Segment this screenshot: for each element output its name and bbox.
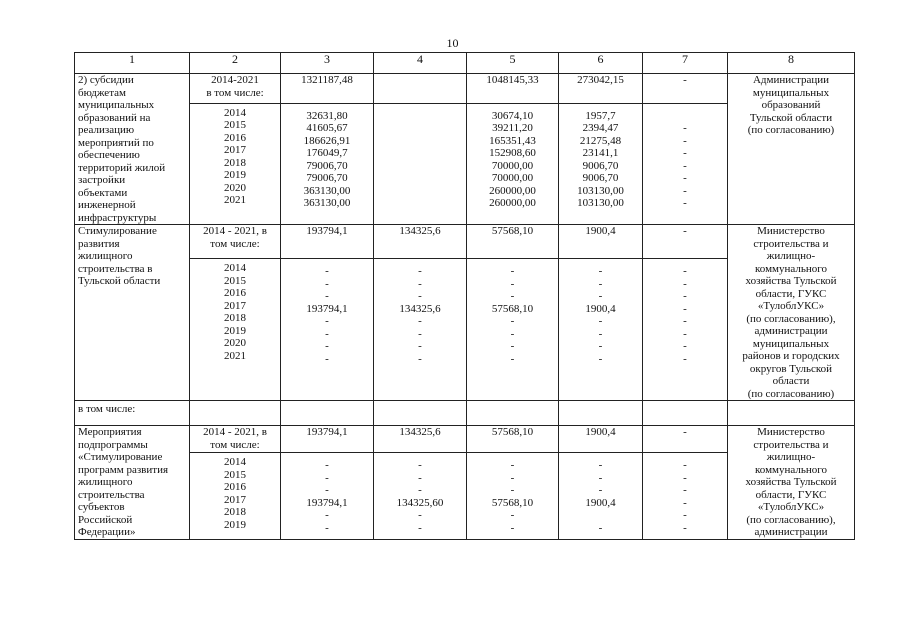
period-label: 2014 - 2021, в (203, 426, 267, 438)
executor-line: муниципальных (752, 337, 830, 350)
executor-line: администрации (754, 325, 828, 337)
year-c4-lines (377, 456, 463, 534)
year-value-c5: - (510, 327, 515, 340)
year-c5-lines (470, 456, 555, 534)
measure-name-line: инфраструктуры (78, 211, 157, 224)
measure-name-line: застройки (78, 174, 126, 186)
year-value-c7: - (683, 277, 687, 290)
year-value-c5: 70000,00 (491, 159, 534, 172)
column-header-row (75, 53, 855, 74)
year-lines (193, 107, 277, 207)
year-value-c6: 1957,7 (585, 109, 616, 122)
year-value-c5: - (510, 265, 515, 278)
year-cell (190, 103, 281, 224)
year-c7-lines (646, 107, 724, 210)
page-number: 10 (446, 36, 459, 50)
year-c7-lines (646, 262, 724, 365)
executor-cell (728, 225, 855, 401)
measure-name-line: программ развития (78, 463, 169, 476)
year-lines (193, 262, 277, 362)
year-value-c5: 57568,10 (491, 302, 534, 315)
empty-cell (281, 401, 374, 426)
year-value-c5: - (510, 315, 515, 328)
executor-line: (по согласованию), (746, 312, 836, 325)
period-label: 2014-2021 (211, 74, 259, 86)
measure-name-line: подпрограммы (78, 438, 148, 451)
year-value-c6: 23141,1 (582, 147, 619, 160)
year-value-c5: - (510, 521, 515, 534)
year-c6-cell (559, 259, 643, 401)
empty-cell (559, 401, 643, 426)
year-c7-cell (643, 259, 728, 401)
year-value-c3: 79006,70 (306, 159, 348, 172)
year-value-c5: 260000,00 (489, 197, 536, 210)
year-value-c4 (377, 160, 463, 173)
year-value-c4 (377, 185, 463, 198)
year-label: 2015 (224, 468, 246, 481)
year-lines (193, 456, 277, 531)
year-value-c3: - (325, 290, 329, 303)
executor-line: «ТулоблУКС» (757, 300, 825, 312)
total-c3 (281, 426, 374, 453)
year-value-c3: 32631,80 (306, 109, 348, 122)
measure-name-line: субъектов (78, 501, 125, 513)
year-value-c6: - (598, 521, 603, 534)
total-c6 (559, 225, 643, 259)
year-c6-cell (559, 103, 643, 224)
total-c5 (467, 225, 559, 259)
year-value-c5: 165351,43 (489, 134, 536, 147)
total-value-c5: 57568,10 (491, 225, 534, 237)
year-c3-lines (284, 262, 370, 365)
total-c5 (467, 74, 559, 104)
year-value-c7: - (683, 159, 687, 172)
year-value-c4: - (418, 265, 422, 278)
year-c6-lines (562, 262, 639, 365)
year-value-c5: 70000,00 (491, 172, 534, 185)
year-label: 2019 (224, 324, 246, 337)
column-header: 3 (281, 53, 374, 74)
year-label: 2016 (224, 481, 246, 494)
year-value-c6: 9006,70 (582, 159, 619, 172)
measure-name-line: 2) субсидии (78, 74, 134, 86)
year-value-c5: 30674,10 (491, 109, 534, 122)
year-value-c4: - (418, 277, 422, 290)
year-value-c7: - (683, 290, 687, 303)
total-value-c3: 1321187,48 (301, 74, 353, 86)
measure-name-line: реализацию (78, 124, 135, 136)
year-value-c6: - (598, 471, 603, 484)
year-value-c3: - (325, 521, 329, 534)
measure-name-line: Стимулирование (78, 225, 157, 237)
executor-line: хозяйства Тульской (745, 275, 837, 287)
executor-line: муниципальных (752, 86, 830, 99)
year-value-c7: - (683, 184, 687, 197)
measure-name-line: «Стимулирование (78, 451, 163, 463)
year-value-c6: 2394,47 (582, 122, 619, 135)
measure-name-lines (78, 225, 186, 288)
year-value-c7: - (683, 327, 687, 340)
total-value-c3: 193794,1 (306, 225, 348, 237)
measure-name-line: объектами (78, 186, 128, 199)
empty-cell (643, 401, 728, 426)
year-value-c7 (646, 110, 724, 123)
year-value-c7: - (683, 147, 687, 160)
column-header: 5 (467, 53, 559, 74)
period-note: том числе: (210, 237, 260, 250)
year-value-c4: - (418, 315, 422, 328)
year-value-c4: 134325,60 (396, 496, 444, 509)
measure-name-line: Российской (78, 513, 133, 526)
column-header: 7 (643, 53, 728, 74)
executor-line: округов Тульской (749, 362, 833, 375)
total-value-c5: 57568,10 (491, 426, 534, 438)
year-value-c6: - (598, 484, 603, 497)
period-note: в том числе: (206, 86, 264, 99)
measure-name-cell (75, 426, 190, 540)
total-c7 (643, 426, 728, 453)
year-value-c5: - (510, 277, 515, 290)
year-cell (190, 453, 281, 539)
executor-cell (728, 426, 855, 540)
including-row (75, 401, 855, 426)
executor-line: Министерство (757, 225, 825, 237)
measure-name-line: жилищного (78, 476, 133, 488)
year-value-c5: 39211,20 (492, 122, 533, 135)
executor-line: образований (761, 99, 821, 111)
year-label: 2016 (224, 287, 246, 300)
executor-line: (по согласованию) (747, 387, 835, 400)
year-value-c6: - (598, 290, 603, 303)
measure-name-line: Мероприятия (78, 426, 142, 438)
total-c4 (374, 426, 467, 453)
measure-name-line: инженерной (78, 199, 136, 211)
year-value-c5: 57568,10 (491, 496, 534, 509)
measure-name-line: обеспечению (78, 149, 140, 161)
year-label: 2018 (224, 156, 246, 169)
year-value-c7: - (683, 122, 687, 135)
year-value-c6: - (598, 352, 603, 365)
column-header: 4 (374, 53, 467, 74)
year-label: 2020 (224, 337, 246, 350)
year-value-c6: 1900,4 (585, 302, 616, 315)
measure-name-line: развития (78, 237, 120, 250)
period-cell (190, 74, 281, 104)
total-value-c6: 273042,15 (577, 74, 624, 86)
year-value-c7: - (683, 172, 687, 185)
year-value-c5: - (510, 340, 515, 353)
year-value-c3: - (325, 484, 329, 497)
year-value-c6: - (598, 327, 603, 340)
block-total-row (75, 225, 855, 259)
total-c7 (643, 74, 728, 104)
year-value-c3: 363130,00 (303, 184, 351, 197)
year-cell (190, 259, 281, 401)
executor-line: (по согласованию), (746, 513, 836, 526)
block-total-row (75, 426, 855, 453)
year-value-c5: - (510, 484, 515, 497)
total-value-c3: 193794,1 (306, 426, 348, 438)
measure-name-lines (78, 74, 186, 224)
year-c5-lines (470, 107, 555, 210)
year-value-c4: - (418, 340, 422, 353)
year-label: 2015 (224, 274, 246, 287)
measure-name-line: территорий жилой (78, 161, 166, 174)
year-value-c4 (377, 172, 463, 185)
year-c3-cell (281, 453, 374, 539)
including-label: в том числе: (78, 403, 136, 415)
year-value-c6: 21275,48 (579, 134, 622, 147)
year-label: 2016 (224, 131, 246, 144)
year-value-c6: - (598, 315, 603, 328)
total-value-c4: 134325,6 (399, 225, 441, 237)
executor-line: хозяйства Тульской (745, 476, 837, 488)
column-header: 6 (559, 53, 643, 74)
executor-lines (731, 426, 851, 539)
year-value-c7: - (683, 509, 687, 522)
executor-line: жилищно- (766, 451, 816, 463)
year-c7-lines (646, 456, 724, 534)
executor-line: администрации (754, 526, 828, 538)
measure-name-line: образований на (78, 111, 151, 124)
year-label: 2014 (224, 262, 246, 275)
year-label: 2021 (224, 349, 246, 362)
year-value-c7: - (683, 471, 687, 484)
measure-name-line: жилищного (78, 250, 133, 262)
total-c5 (467, 426, 559, 453)
year-c3-lines (284, 107, 370, 210)
year-value-c3: - (325, 265, 329, 278)
year-value-c7: - (683, 484, 687, 497)
year-value-c3: - (325, 315, 329, 328)
year-value-c6: 1900,4 (585, 496, 616, 509)
executor-lines (731, 74, 851, 137)
year-value-c3: 79006,70 (306, 172, 348, 185)
year-value-c3: 363130,00 (303, 197, 351, 210)
year-value-c3: 41605,67 (306, 122, 348, 135)
block-total-row (75, 74, 855, 104)
year-label: 2019 (224, 169, 246, 182)
year-value-c6: 103130,00 (577, 197, 624, 210)
year-c4-cell (374, 453, 467, 539)
year-value-c4: - (418, 352, 422, 365)
year-value-c3: - (325, 471, 329, 484)
executor-line: районов и городских (742, 350, 840, 362)
year-c6-lines (562, 456, 639, 534)
year-value-c3: - (325, 340, 329, 353)
measure-name-line: Тульской области (78, 275, 161, 287)
year-label: 2014 (224, 106, 246, 119)
measure-name-line: муниципальных (78, 99, 155, 111)
executor-line: коммунального (755, 463, 827, 476)
year-value-c4: - (418, 290, 422, 303)
year-label: 2021 (224, 194, 246, 207)
executor-line: строительства и (753, 237, 829, 250)
executor-line: строительства и (753, 438, 829, 451)
year-value-c4 (377, 135, 463, 148)
year-value-c6 (562, 509, 639, 522)
year-value-c5: - (510, 459, 515, 472)
measure-name-line: строительства (78, 488, 145, 501)
year-c4-lines (377, 262, 463, 365)
total-value-c6: 1900,4 (585, 426, 616, 438)
measure-name-lines (78, 426, 186, 539)
year-c5-cell (467, 453, 559, 539)
period-cell (190, 426, 281, 453)
column-header: 1 (75, 53, 190, 74)
year-value-c3: 193794,1 (306, 496, 348, 509)
measure-name-line: бюджетам (78, 86, 126, 99)
year-c4-cell (374, 259, 467, 401)
year-value-c7: - (683, 352, 687, 365)
year-value-c6: - (598, 277, 603, 290)
executor-line: области (772, 375, 810, 387)
column-header: 2 (190, 53, 281, 74)
year-value-c7: - (683, 340, 687, 353)
year-c5-lines (470, 262, 555, 365)
measure-name-line: мероприятий по (78, 136, 154, 149)
period-cell (190, 225, 281, 259)
year-c3-cell (281, 259, 374, 401)
year-value-c3: - (325, 352, 329, 365)
year-value-c3: 193794,1 (306, 302, 348, 315)
total-c6 (559, 74, 643, 104)
year-value-c4 (377, 122, 463, 135)
empty-cell (467, 401, 559, 426)
period-label: 2014 - 2021, в (203, 225, 267, 237)
year-value-c4: - (418, 471, 422, 484)
year-c5-cell (467, 259, 559, 401)
year-value-c6: - (598, 265, 603, 278)
total-c7 (643, 225, 728, 259)
total-value-c7: - (683, 74, 687, 86)
executor-line: «ТулоблУКС» (757, 501, 825, 513)
program-table (74, 52, 855, 540)
year-c6-lines (562, 107, 639, 210)
year-c4-cell (374, 103, 467, 224)
year-value-c5: - (510, 471, 515, 484)
year-label: 2018 (224, 312, 246, 325)
year-value-c7: - (683, 459, 687, 472)
year-c3-lines (284, 456, 370, 534)
total-value-c7: - (683, 426, 687, 438)
year-value-c6: 103130,00 (577, 184, 624, 197)
year-c5-cell (467, 103, 559, 224)
year-value-c4: - (418, 509, 422, 522)
year-value-c7: - (683, 302, 687, 315)
total-c3 (281, 74, 374, 104)
empty-cell (374, 401, 467, 426)
year-label: 2014 (224, 456, 246, 469)
total-c4 (374, 74, 467, 104)
total-c4 (374, 225, 467, 259)
year-value-c4 (377, 147, 463, 160)
year-value-c4 (377, 110, 463, 123)
year-label: 2018 (224, 506, 246, 519)
total-value-c7: - (683, 225, 687, 237)
total-value-c6: 1900,4 (585, 225, 616, 237)
empty-cell (190, 401, 281, 426)
year-value-c5: - (510, 352, 515, 365)
year-value-c7: - (683, 315, 687, 328)
year-value-c6: 9006,70 (582, 172, 619, 185)
year-value-c3: - (325, 509, 329, 522)
year-label: 2017 (224, 144, 246, 157)
year-value-c6: - (598, 459, 603, 472)
year-value-c3: 186626,91 (303, 134, 351, 147)
total-value-c5: 1048145,33 (486, 74, 539, 86)
measure-name-line: Федерации» (78, 526, 136, 538)
year-c4-lines (377, 107, 463, 210)
year-value-c7: - (683, 265, 687, 278)
total-c3 (281, 225, 374, 259)
year-label: 2017 (224, 493, 246, 506)
year-value-c5: - (510, 509, 515, 522)
measure-name-cell (75, 225, 190, 401)
year-c7-cell (643, 453, 728, 539)
year-value-c4: - (418, 459, 422, 472)
measure-name-line: строительства в (78, 262, 153, 275)
empty-cell (728, 401, 855, 426)
year-value-c4: - (418, 327, 422, 340)
year-value-c7: - (683, 521, 687, 534)
year-value-c4 (377, 197, 463, 210)
year-c3-cell (281, 103, 374, 224)
year-label: 2015 (224, 119, 246, 132)
year-value-c5: 260000,00 (489, 184, 536, 197)
including-label-cell (75, 401, 190, 426)
executor-line: области, ГУКС (755, 287, 827, 300)
period-note: том числе: (210, 438, 260, 451)
year-label: 2019 (224, 518, 246, 531)
executor-line: (по согласованию) (747, 124, 835, 136)
year-value-c4: 134325,6 (399, 302, 441, 315)
year-value-c4: - (418, 484, 422, 497)
executor-lines (731, 225, 851, 400)
year-value-c4: - (418, 521, 422, 534)
year-c6-cell (559, 453, 643, 539)
executor-line: Администрации (752, 74, 830, 86)
year-value-c5: - (510, 290, 515, 303)
executor-cell (728, 74, 855, 225)
year-label: 2020 (224, 181, 246, 194)
year-value-c3: - (325, 459, 329, 472)
year-value-c3: - (325, 277, 329, 290)
total-value-c4: 134325,6 (399, 426, 441, 438)
column-header: 8 (728, 53, 855, 74)
year-value-c7: - (683, 496, 687, 509)
executor-line: Тульской области (749, 111, 833, 124)
executor-line: коммунального (755, 262, 827, 275)
executor-line: жилищно- (766, 250, 816, 262)
year-value-c3: 176049,7 (306, 147, 348, 160)
total-c6 (559, 426, 643, 453)
year-value-c7: - (683, 197, 687, 210)
executor-line: Министерство (757, 426, 825, 438)
year-value-c6: - (598, 340, 603, 353)
executor-line: области, ГУКС (755, 488, 827, 501)
year-c7-cell (643, 103, 728, 224)
measure-name-cell (75, 74, 190, 225)
year-label: 2017 (224, 299, 246, 312)
year-value-c3: - (325, 327, 329, 340)
year-value-c5: 152908,60 (489, 147, 536, 160)
year-value-c7: - (683, 134, 687, 147)
